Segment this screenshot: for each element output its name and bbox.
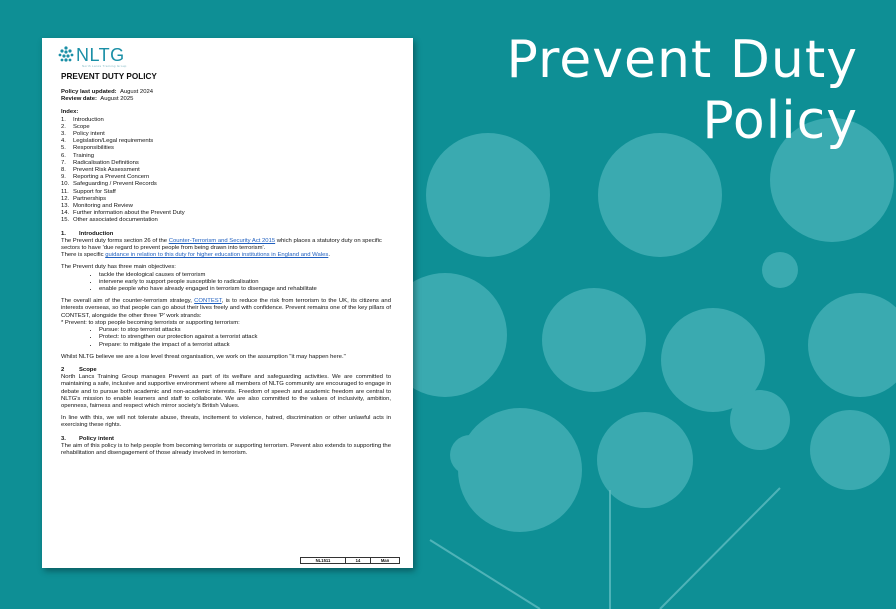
index-item: 15. Other associated documentation — [61, 217, 158, 224]
policy-updated — [61, 89, 391, 96]
index-item: 7. Radicalisation Definitions — [61, 159, 139, 166]
index-item: 9. Reporting a Prevent Concern — [61, 174, 150, 181]
decor-circle — [762, 252, 798, 288]
list-item: • enable people who have already engaged in terrorism to disengage and rehabilitate — [99, 286, 391, 293]
decor-circle — [808, 293, 896, 397]
updated-label: Policy last updated: — [61, 89, 117, 95]
section-paragraph: The overall aim of the counter-terrorism strategy, CONTEST, is to reduce the risk from terrorism to the UK, its citizens and interests overseas, so that people can go about their lives freely and with confidence. Prevent remains one of the key pillars of CONTEST, alongside the other three 'P' work strands: — [61, 298, 391, 319]
list-item: • Prepare: to mitigate the impact of a terrorist attack — [99, 342, 391, 349]
document-body — [61, 72, 391, 457]
updated-value: August 2024 — [119, 89, 154, 95]
list-item: • intervene early to support people susceptible to radicalisation — [99, 279, 391, 286]
index-item: 6. Training — [61, 152, 95, 159]
decor-circle — [542, 288, 646, 392]
objectives-list — [61, 272, 391, 294]
document-title: PREVENT DUTY POLICY — [61, 72, 157, 81]
decor-circle — [810, 410, 890, 490]
footer-code: NL1511 — [301, 558, 346, 563]
dots-logo-icon — [58, 46, 74, 64]
index-item: 2. Scope — [61, 123, 90, 130]
slide-title-line-1: Prevent Duty — [506, 30, 858, 90]
index-item: 5. Responsibilities — [61, 145, 114, 152]
contest-link[interactable]: CONTEST — [194, 298, 222, 305]
index-item: 14. Further information about the Prevent Duty — [61, 210, 185, 217]
section-paragraph: The Prevent duty forms section 26 of the Counter-Terrorism and Security Act 2015 which places a statutory duty on specific sectors to have 'due regard to prevent people from being drawn into terrorism'. — [61, 237, 382, 252]
index-label: Index: — [61, 109, 79, 116]
index-item: 8. Prevent Risk Assessment — [61, 167, 140, 174]
index-item: 3. Policy intent — [61, 131, 105, 138]
footer-owner: Man — [380, 558, 390, 563]
logo-tagline: North Lancs Training Group — [82, 64, 127, 68]
review-date — [61, 96, 391, 103]
act-link[interactable]: Counter-Terrorism and Security Act 2015 — [168, 237, 276, 244]
index-item: 13. Monitoring and Review — [61, 203, 133, 210]
decor-circle — [597, 412, 693, 508]
section-heading: 2 Scope — [61, 366, 97, 373]
section-paragraph: The Prevent duty has three main objectives: — [61, 264, 176, 271]
index-item: 12. Partnerships — [61, 195, 107, 202]
logo-text: NLTG — [76, 45, 125, 65]
index-item: 11. Support for Staff — [61, 188, 116, 195]
footer-page: 14 — [346, 558, 371, 563]
strands-list — [61, 327, 391, 349]
section-heading: 3. Policy intent — [61, 435, 115, 442]
policy-document-preview — [42, 38, 413, 568]
list-item: • tackle the ideological causes of terrorism — [99, 272, 391, 279]
guidance-link[interactable]: guidance in relation to this duty for higher education institutions in England and Wales — [105, 252, 329, 259]
review-label: Review date: — [61, 96, 98, 103]
section-paragraph: * Prevent: to stop people becoming terrorists or supporting terrorism: — [61, 319, 240, 326]
slide-title — [398, 30, 858, 152]
index-item: 4. Legislation/Legal requirements — [61, 138, 154, 145]
index-item: 1. Introduction — [61, 116, 104, 123]
decor-circle — [450, 435, 490, 475]
slide-title-line-2: Policy — [702, 91, 858, 151]
section-heading: 1. Introduction — [61, 230, 114, 237]
index-list — [61, 117, 391, 225]
decor-circle — [730, 390, 790, 450]
list-item: • Protect: to strengthen our protection against a terrorist attack — [99, 334, 391, 341]
list-item: • Pursue: to stop terrorist attacks — [99, 327, 391, 334]
section-paragraph: The aim of this policy is to help people from becoming terrorists or supporting terrorism. Prevent also extends to supporting the rehabilitation and disengagement of those already involved in terrorism. — [61, 442, 391, 456]
section-paragraph: North Lancs Training Group manages Prevent as part of its welfare and safeguarding activities. We are committed to maintaining a safe, inclusive and supportive environment where all members of NLTG community are encouraged to engage in debate and to pursue both academic and non-academic interests. Freedom of speech and academic freedom are central to NLTG's mission to enable learners and staff to collaborate. We are also committed to the values of inclusivity, ambition, openness, fairness and respect which mirror society's British Values. — [61, 374, 391, 409]
section-paragraph: There is specific guidance in relation to this duty for higher education institutions in England and Wales. — [61, 252, 330, 259]
document-footer — [300, 557, 400, 564]
section-paragraph: In line with this, we will not tolerate abuse, threats, incitement to violence, hatred, discrimination or other unlawful acts in exercising these rights. — [61, 415, 391, 429]
review-value: August 2025 — [100, 96, 134, 103]
section-paragraph: Whilst NLTG believe we are a low level threat organisation, we work on the assumption "it may happen here." — [61, 353, 346, 360]
index-item: 10. Safeguarding / Prevent Records — [61, 181, 157, 188]
